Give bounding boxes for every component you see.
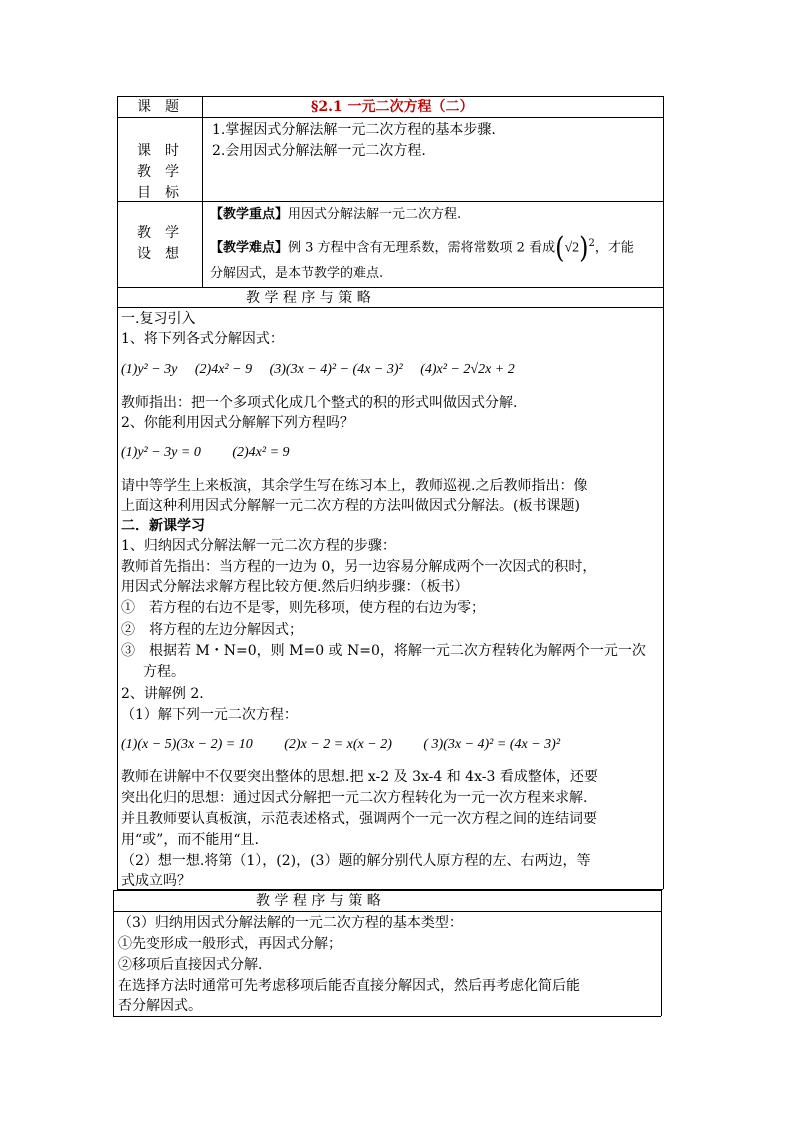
lesson-title: §2.1 一元二次方程（二）	[311, 99, 474, 115]
step-2: ② 将方程的左边分解因式；	[121, 622, 303, 638]
section-header-1: 教 学 程 序 与 策 略	[246, 290, 371, 306]
para-2-line-1: 教师在讲解中不仅要突出整体的思想.把 x-2 及 3x-4 和 4x-3 看成整体，还要	[121, 769, 598, 785]
para-2-line-4: 用“或”，而不能用“且.	[121, 832, 259, 848]
para-2-line-3: 并且教师要认真板演，示范表述格式，强调两个一元一次方程之间的连结词要	[121, 811, 597, 827]
steps-intro-line-1: 教师首先指出：当方程的一边为 0，另一边容易分解成两个一次因式的积时，	[121, 559, 597, 575]
question-1: 1、将下列各式分解因式：	[121, 331, 284, 347]
key-point-tag: 【教学重点】	[210, 207, 289, 222]
review-heading: 一.复习引入	[121, 311, 196, 327]
para-3-line-2: 式成立吗？	[121, 873, 191, 889]
new-lesson-heading: 二．新课学习	[121, 518, 205, 534]
summary-line-4: 在选择方法时通常可先考虑移项后能否直接分解因式，然后再考虑化简后能	[118, 978, 580, 994]
question-2: 2、你能利用因式分解解下列方程吗？	[121, 415, 354, 431]
example-2-heading: 2、讲解例 2.	[121, 686, 204, 702]
steps-heading: 1、归纳因式分解法解一元二次方程的步骤：	[121, 538, 396, 554]
summary-line-1: （3）归纳用因式分解法解的一元二次方程的基本类型：	[118, 915, 463, 931]
design-label-2: 设 想	[137, 246, 179, 262]
difficult-point: 【教学难点】例 3 方程中含有无理系数，需将常数项 2 看成$(√2)^2$，才能	[210, 231, 634, 265]
steps-intro-line-2: 用因式分解法求解方程比较方便.然后归纳步骤：（板书）	[121, 579, 469, 595]
summary-line-3: ②移项后直接因式分解.	[118, 957, 263, 973]
example-2-items: (1)(x − 5)(3x − 2) = 10 (2)x − 2 = x(x − 2) ( 3)(3x − 4)² = (4x − 3)²	[121, 737, 561, 752]
question-1-items: (1)y² − 3y (2)4x² − 9 (3)(3x − 4)² − (4x − 3)² (4)x² − 2√2x + 2	[121, 362, 515, 377]
teacher-note-1: 教师指出：把一个多项式化成几个整式的积的形式叫做因式分解.	[121, 395, 518, 411]
question-2-items: (1)y² − 3y = 0 (2)4x² = 9	[121, 445, 290, 460]
design-label-1: 教 学	[137, 225, 179, 241]
difficult-exp: 2	[588, 238, 595, 249]
objectives-label-2: 教 学	[137, 164, 179, 180]
summary-line-2: ①先变形成一般形式，再因式分解；	[118, 936, 342, 952]
difficult-text-1: 例 3 方程中含有无理系数，需将常数项 2 看成	[288, 240, 556, 256]
lesson-title-label: 课 题	[137, 99, 179, 115]
example-2-sub: （1）解下列一元二次方程：	[121, 707, 298, 723]
section-header-2: 教 学 程 序 与 策 略	[256, 893, 381, 909]
objectives-label-3: 目 标	[137, 185, 179, 201]
objective-1: 1.掌握因式分解法解一元二次方程的基本步骤.	[212, 122, 496, 138]
difficult-text-3: 分解因式，是本节教学的难点.	[210, 266, 384, 281]
step-3-line-2: 方程。	[143, 664, 185, 680]
difficult-sqrt: √2	[564, 240, 580, 256]
summary-line-5: 否分解因式。	[118, 998, 202, 1014]
step-3-line-1: ③ 根据若 M・N=0，则 M=0 或 N=0，将解一元二次方程转化为解两个一元一次	[121, 643, 646, 659]
para-1-line-1: 请中等学生上来板演，其余学生写在练习本上，教师巡视.之后教师指出：像	[121, 478, 588, 494]
key-point	[210, 205, 461, 225]
difficult-tag: 【教学难点】	[210, 240, 289, 256]
step-1: ① 若方程的右边不是零，则先移项，使方程的右边为零；	[121, 600, 485, 616]
para-2-line-2: 突出化归的思想：通过因式分解把一元二次方程转化为一元一次方程来求解.	[121, 790, 588, 806]
para-1-line-2: 上面这种利用因式分解解一元二次方程的方法叫做因式分解法。(板书课题)	[121, 498, 580, 514]
objectives-label-1: 课 时	[137, 143, 179, 159]
difficult-text-2: ，才能	[594, 240, 634, 256]
objective-2: 2.会用因式分解法解一元二次方程.	[212, 143, 426, 159]
key-point-text: 用因式分解法解一元二次方程.	[288, 207, 462, 222]
para-3-line-1: （2）想一想.将第（1），(2)，(3）题的解分别代人原方程的左、右两边，等	[121, 853, 591, 869]
